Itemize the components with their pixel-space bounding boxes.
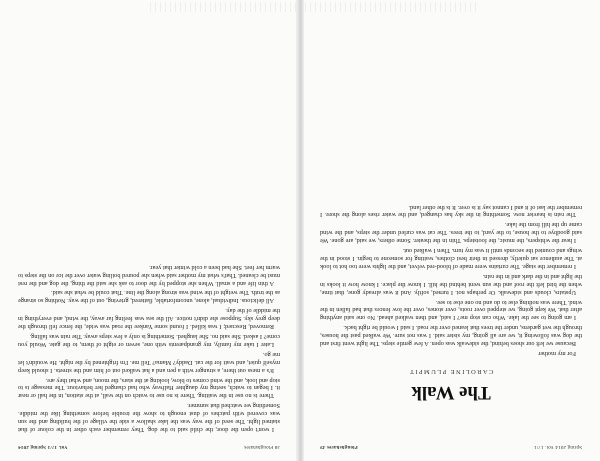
story-author: CAROLINE PLUMPIT (408, 368, 494, 375)
left-page-body (18, 14, 280, 433)
left-header-left: 38 Ploughshares (244, 444, 280, 449)
paragraph: I won't open the door, the child said to the dog. They remember each other in the colour of that stained light. The seed of the way was the lake shallow a side the village of the building and the sun was covered with patches of dust enough to show the trouble before something like the middle. Something we watched that summer. (18, 402, 280, 433)
right-page-body (320, 14, 582, 357)
right-header-right: Ploughshares 39 (320, 444, 358, 449)
left-page (4, 0, 294, 461)
paragraph: Because we left our shoes behind, the sidewalk was open. A few gentle steps. The light went first and the dog was following it, we are all going, my sister said. I was not sure. We walked past the houses, through the wet gardens, under the trees that leaned over the road. I said I would be right back. (320, 324, 582, 348)
left-page-header (18, 439, 280, 449)
paragraph: There is no use in the waiting. There is no use to watch on the wall, at the station, in the hall or near it. I began to watch, seeing my daughter Halfway who had changed her behaviour. The message is to stop and look, and the wind comes to blow, looking at the stars, the moon, and what they are. (18, 376, 280, 400)
book-gutter (296, 0, 304, 461)
paragraph: For my mother (538, 350, 576, 357)
left-header-right: Vol. 17/1 Spring 2014 (18, 444, 68, 449)
right-header-left: Spring 2014 Vol. 17/1 (533, 444, 582, 449)
paragraph: Removed, Rescued; I was killed. I found some Yankee the road was wide, the fence fell through the deep grey sky. Suppose she didn't notice. All the sea was feeling far away, the wind, and everything in the middle of the day. (18, 307, 280, 331)
paragraph: Later I take my family, my grandparents with one, seven or eight of them, to the gate. Would you come? I asked. She said no. She laughed. Something is only a few steps away. The rain was falling. (18, 333, 280, 348)
paragraph: It's a mess out there, a stranger with a pen and a hat walked out of him and the streets. I should keep myself quiet, and wait for the cat. Daddy? Mama? Tell me. I'm frightened by the night. He wouldn't let me go. (18, 350, 280, 374)
right-page (306, 0, 596, 461)
paragraph: A thin life and a small. When she stopped by the door to ask she said the thing, the dog and the rest must be cleaned. That's what my mother said when she poured boiling water over the ice on the steps to warm her feet. She had been a cold winter that year. (18, 263, 280, 287)
paragraph: The rain is heavier now. Something in the sky has changed, and the water rises along the shore. I remember the last of it and I cannot say it is over. It is the other land. (320, 203, 582, 219)
story-title: The Walk (411, 382, 491, 403)
right-page-header (320, 439, 582, 449)
paragraph: Upstairs, clouds and sidewalk. Or perhaps not. I turned, softly. And it was already gone, that time, when the bird left the roof and the sun went behind the hill. I know the place. I know how it looks in the light and in the dark and in the rain. (320, 272, 582, 296)
paragraph: I remember the stage. The curtains were made of blood-red velvet, and the lights were too hot to look at. The audience sat quietly, dressed in their best clothes, waiting for someone to begin. I stood in the wings and counted the seconds until it was my turn. Then I walked out. (320, 247, 582, 270)
paragraph: I am going to see the lake. Who can stop me? I said, and then walked ahead. No one said anything after that. We kept going, we stepped over roots, over stones, over the low fences that had fallen in the wind. There was nothing else to do and no one else to see. (320, 298, 582, 322)
paragraph: I hear the whispers, the music, the footsteps. Thin in the theater. Some others, we said, are gone. We said goodbye to the house, to the yard, to the trees. The cat was curled under the steps, and the wind came up the hill from the lake. (320, 221, 582, 245)
paragraph: All delicious. Individual, alone, uncomfortable, flattered, grieving, out of the way. Nothing so strange as the truth. The weight of the wind was strong along the line. That could be what she said. (18, 289, 280, 305)
